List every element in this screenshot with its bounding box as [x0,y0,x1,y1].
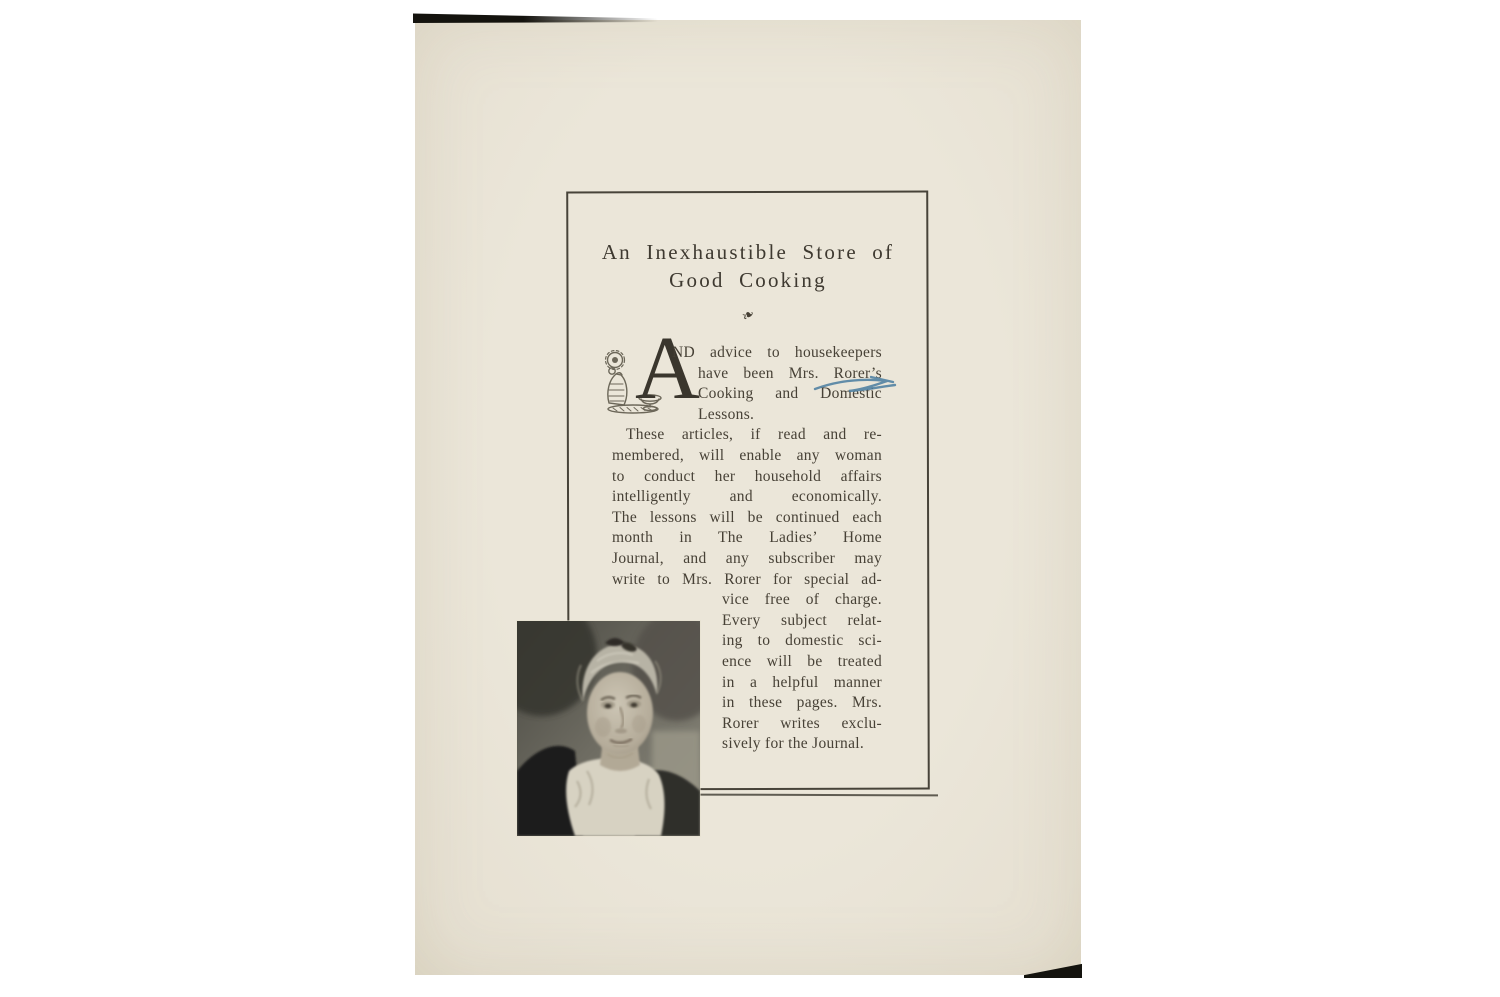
text-line: ence will be treated [722,652,882,670]
portrait-of-mrs-rorer [517,621,700,836]
scan-edge-shadow-top [413,13,658,23]
page-title [567,238,929,294]
text-line: Every subject relat- [722,611,882,629]
text-line: membered, will enable any woman [612,446,882,464]
text-line: Journal, and any subscriber may [612,549,882,567]
text-line: Cooking and Domestic [698,385,882,403]
fleuron-ornament [567,306,929,325]
portrait-photo [517,621,700,836]
text-line: The lessons will be continued each [612,508,882,526]
frame-ghost-line [698,794,938,797]
text-line: intelligently and economically. [612,488,882,506]
text-line: month in The Ladies’ Home [612,529,882,547]
fleuron-icon: ❧ [738,305,758,327]
title-line-2: Good Cooking [669,268,827,292]
text-line: ing to domestic sci- [722,632,882,650]
drop-cap: A [635,319,700,418]
scanned-page [415,20,1081,975]
scan-edge-shadow-corner [1024,962,1082,978]
title-line-1: An Inexhaustible Store of [601,240,895,264]
text-line: sively for the Journal. [722,735,865,753]
pen-scribble-mark [809,370,905,400]
text-line: in a helpful manner [722,673,882,691]
text-line: to conduct her household affairs [612,467,882,485]
text-line: Rorer writes exclu- [722,714,882,732]
text-line: These articles, if read and re- [626,426,882,444]
text-line: vice free of charge. [722,591,882,609]
text-line: in these pages. Mrs. [722,694,882,712]
text-line: have been Mrs. Rorer’s [698,364,882,382]
text-line: write to Mrs. Rorer for special ad- [612,570,882,588]
text-line: ND advice to housekeepers [672,344,882,361]
text-line: Lessons. [698,405,755,423]
